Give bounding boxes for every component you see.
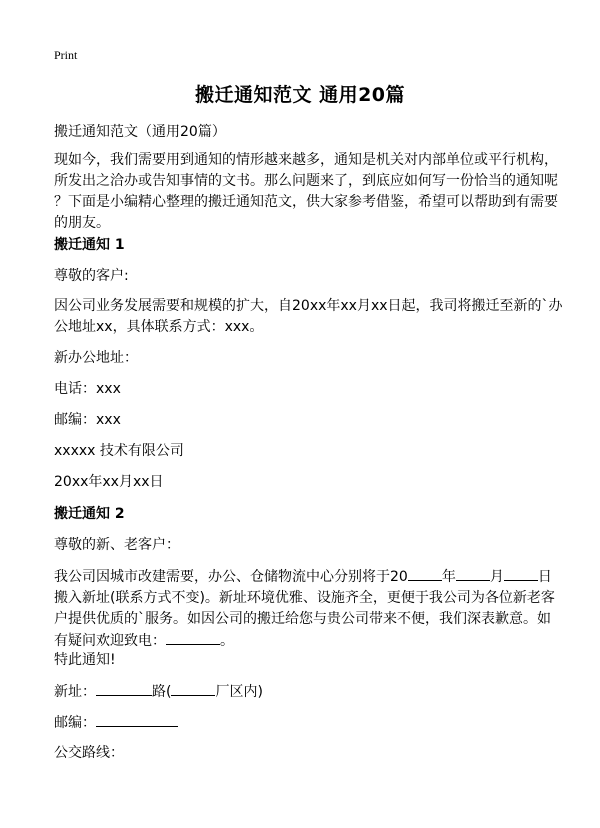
notice1-date: 20xx年xx月xx日 — [54, 474, 164, 490]
day-char: 日 — [537, 569, 552, 585]
notice1-heading: 搬迁通知 1 — [54, 237, 125, 253]
notice2-contact-suffix: 。 — [220, 633, 234, 649]
notice1-body-line: 因公司业务发展需要和规模的扩大，自20xx年xx月xx日起，我司将搬迁至新的`办 — [54, 298, 563, 314]
factory-blank[interactable] — [171, 681, 215, 696]
notice2-bus: 公交路线： — [54, 745, 124, 761]
notice1-company: xxxxx 技术有限公司 — [54, 443, 184, 459]
notice2-postcode — [54, 712, 554, 734]
intro-line: 的朋友。 — [54, 215, 110, 231]
notice1-address-label: 新办公地址： — [54, 350, 138, 366]
factory-label: 厂区内) — [215, 684, 263, 700]
document-title: 搬迁通知范文 通用20篇 — [194, 84, 406, 106]
road-blank[interactable] — [96, 681, 152, 696]
phone-blank[interactable] — [166, 630, 220, 645]
notice1-greeting: 尊敬的客户: — [54, 268, 129, 284]
document-subtitle: 搬迁通知范文（通用20篇） — [54, 124, 226, 140]
road-label: 路( — [152, 684, 172, 700]
new-address-label: 新址： — [54, 684, 96, 700]
notice1-body — [54, 296, 563, 338]
notice1-body-line: 公地址xx，具体联系方式：xxx。 — [54, 319, 264, 335]
notice1-phone: 电话：xxx — [54, 381, 121, 397]
print-link[interactable]: Print — [54, 48, 78, 62]
month-char: 月 — [489, 569, 504, 585]
year-blank[interactable] — [408, 566, 442, 581]
notice2-contact-prefix: 有疑问欢迎致电： — [54, 633, 166, 649]
month-blank[interactable] — [456, 566, 490, 581]
notice2-special: 特此通知! — [54, 652, 116, 668]
year-char: 年 — [441, 569, 456, 585]
notice2-body — [54, 566, 554, 652]
notice2-body-line — [54, 566, 554, 588]
notice2-greeting: 尊敬的新、老客户： — [54, 537, 180, 553]
intro-line: 现如今，我们需要用到通知的情形越来越多，通知是机关对内部单位或平行机构， — [54, 152, 558, 168]
day-blank[interactable] — [504, 566, 538, 581]
intro-paragraph — [54, 150, 558, 234]
notice1-postcode: 邮编：xxx — [54, 412, 121, 428]
notice2-body-line — [54, 630, 554, 652]
intro-line: 所发出之洽办或告知事情的文书。那么问题来了，到底应如何写一份恰当的通知呢 — [54, 173, 558, 189]
postcode-blank[interactable] — [96, 712, 178, 727]
notice2-body-line: 搬入新址(联系方式不变)。新址环境优雅、设施齐全，更便于我公司为各位新老客 — [54, 590, 555, 606]
notice2-body-line: 户提供优质的`服务。如因公司的搬迁给您与贵公司带来不便，我们深表歉意。如 — [54, 611, 551, 627]
notice2-new-address — [54, 681, 554, 703]
intro-line: ？下面是小编精心整理的搬迁通知范文，供大家参考借鉴，希望可以帮助到有需要 — [54, 194, 558, 210]
postcode-label: 邮编： — [54, 715, 96, 731]
notice2-heading: 搬迁通知 2 — [54, 506, 125, 522]
notice2-body-prefix: 我公司因城市改建需要，办公、仓储物流中心分别将于20 — [54, 569, 408, 585]
